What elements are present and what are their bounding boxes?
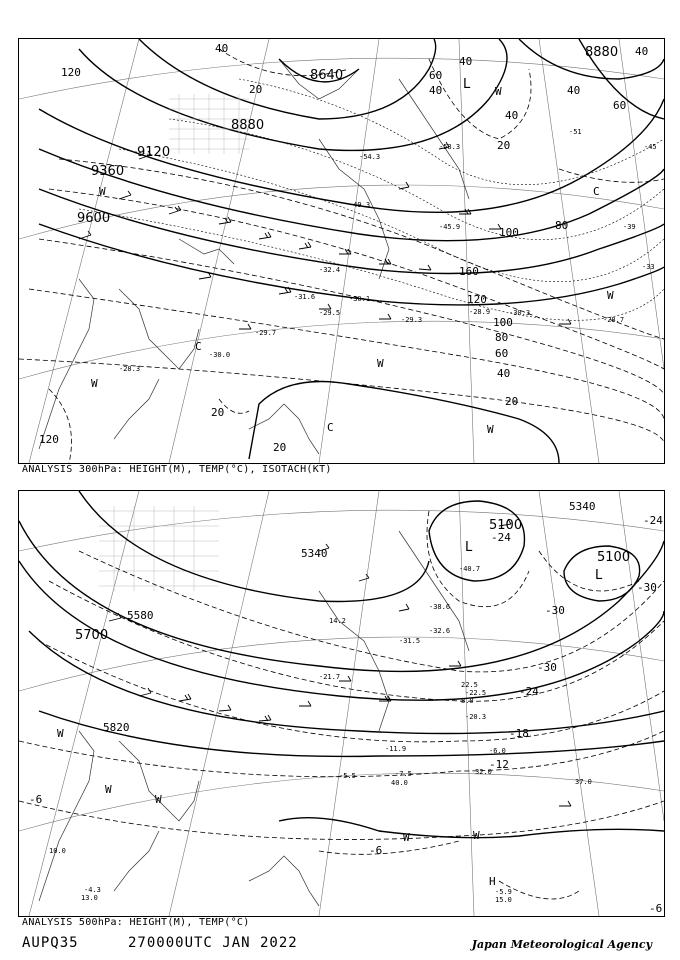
station-value: -20.3 xyxy=(465,713,487,721)
temp-label: -28.3 xyxy=(119,365,141,373)
station-value: -5.9 xyxy=(495,888,512,896)
temperature-labels xyxy=(119,128,657,373)
warm-marker: W xyxy=(487,423,494,436)
isotach-label: 100 xyxy=(499,226,519,239)
chart-code: AUPQ35 xyxy=(22,935,79,951)
isotach-lines xyxy=(19,49,664,463)
station-value: 10.0 xyxy=(49,847,66,855)
map-500hpa-svg xyxy=(19,491,664,916)
isotherm-label: -6 xyxy=(649,902,663,915)
isotherm-label: -6 xyxy=(29,793,43,806)
coastlines xyxy=(39,531,469,906)
height-label: 9120 xyxy=(137,145,171,160)
temp-label: -45.9 xyxy=(439,223,461,231)
isotach-label: 100 xyxy=(493,316,513,329)
isotach-label: 40 xyxy=(459,55,473,68)
height-label: 5100 xyxy=(597,550,631,565)
station-value: 37.0 xyxy=(575,778,592,786)
station-value: -38.6 xyxy=(429,603,451,611)
low-marker: L xyxy=(463,77,471,92)
caption-300hpa: ANALYSIS 300hPa: HEIGHT(M), TEMP(°C), ISOTACH(KT) xyxy=(22,464,332,475)
isotach-label: 20 xyxy=(211,406,225,419)
isotherm-label: -24 xyxy=(519,685,539,698)
low-marker: L xyxy=(465,540,473,555)
height-label: 5820 xyxy=(103,721,130,734)
isotherm-label: -18 xyxy=(509,727,529,740)
station-value: -4.3 xyxy=(84,886,101,894)
warm-marker: W xyxy=(495,85,502,98)
isotherm-labels xyxy=(29,514,663,915)
isotach-label: 20 xyxy=(505,395,519,408)
wind-barbs xyxy=(79,142,571,329)
temp-label: -58.3 xyxy=(439,143,461,151)
warm-marker: W xyxy=(607,289,614,302)
warm-marker: W xyxy=(377,357,384,370)
height-label: 9600 xyxy=(77,211,111,226)
temp-label: -30.3 xyxy=(509,309,531,317)
temp-label: -54.3 xyxy=(359,153,381,161)
cold-marker: C xyxy=(327,421,334,434)
hatch-area xyxy=(99,506,219,591)
isotach-label: 40 xyxy=(505,109,519,122)
warm-marker: W xyxy=(57,727,64,740)
isotach-label: 20 xyxy=(497,139,511,152)
cold-marker: C xyxy=(195,340,202,353)
isotach-label: 40 xyxy=(429,84,443,97)
height-label: 5340 xyxy=(301,547,328,560)
isotach-label: 40 xyxy=(497,367,511,380)
temp-label: -28.7 xyxy=(603,316,625,324)
valid-time: 270000UTC JAN 2022 xyxy=(128,935,298,951)
station-value: 40.0 xyxy=(391,779,408,787)
low-marker: L xyxy=(595,568,603,583)
temp-label: -33 xyxy=(642,263,655,271)
map-300hpa-svg xyxy=(19,39,664,463)
station-value: 22.5 xyxy=(461,681,478,689)
temp-label: -32.4 xyxy=(319,266,341,274)
height-contours xyxy=(39,39,664,463)
temp-label: -28.9 xyxy=(469,308,491,316)
isotherm-label: -30 xyxy=(637,581,657,594)
warm-marker: W xyxy=(99,185,106,198)
isotach-label: 40 xyxy=(635,45,649,58)
station-value: -6.0 xyxy=(489,747,506,755)
isotherm-label: -30 xyxy=(537,661,557,674)
station-value: 15.0 xyxy=(495,896,512,904)
height-contours xyxy=(19,491,664,838)
station-value: -7.5 xyxy=(395,770,412,778)
warm-marker: W xyxy=(403,831,410,844)
isotach-label: 120 xyxy=(467,293,487,306)
station-value: -32.6 xyxy=(429,627,451,635)
height-labels xyxy=(77,45,618,226)
isotherm-lines xyxy=(79,79,664,320)
height-label: 5700 xyxy=(75,628,109,643)
height-labels xyxy=(75,500,630,734)
temp-label: -49.3 xyxy=(349,201,371,209)
warm-marker: W xyxy=(105,783,112,796)
warm-marker: W xyxy=(155,793,162,806)
isotherm-lines xyxy=(19,511,664,899)
station-value: 14.2 xyxy=(329,617,346,625)
analysis-500hpa-map xyxy=(18,490,665,917)
isotach-label: 60 xyxy=(613,99,627,112)
temp-label: -30.0 xyxy=(209,351,231,359)
isotherm-label: -12 xyxy=(489,758,509,771)
isotach-label: 120 xyxy=(61,66,81,79)
cold-marker: C xyxy=(593,185,600,198)
temp-label: -51 xyxy=(569,128,582,136)
height-label: 8640 xyxy=(310,68,344,83)
graticule xyxy=(19,39,664,463)
height-label: 5340 xyxy=(569,500,596,513)
station-value: -21.7 xyxy=(319,673,341,681)
graticule xyxy=(19,491,664,916)
isotherm-label: -24 xyxy=(643,514,663,527)
pressure-markers xyxy=(91,77,614,436)
isotach-label: 120 xyxy=(39,433,59,446)
temp-label: -31.6 xyxy=(294,293,316,301)
analysis-300hpa-map xyxy=(18,38,665,464)
isotach-label: 60 xyxy=(495,347,509,360)
agency-name: Japan Meteorological Agency xyxy=(471,938,652,951)
temp-label: -29.5 xyxy=(319,309,341,317)
isotherm-label: -30 xyxy=(545,604,565,617)
isotach-label: 40 xyxy=(215,42,229,55)
height-label: 8880 xyxy=(231,118,265,133)
warm-marker: W xyxy=(473,829,480,842)
station-value: -31.5 xyxy=(399,637,421,645)
station-value: 13.0 xyxy=(81,894,98,902)
station-value: 8.0 xyxy=(461,697,474,705)
warm-marker: W xyxy=(91,377,98,390)
isotach-label: 20 xyxy=(249,83,263,96)
temp-label: -45 xyxy=(644,143,657,151)
station-value: 32.0 xyxy=(475,768,492,776)
isotherm-label: -6 xyxy=(369,844,383,857)
caption-500hpa: ANALYSIS 500hPa: HEIGHT(M), TEMP(°C) xyxy=(22,917,250,928)
height-label: 5580 xyxy=(127,609,154,622)
height-label: 8880 xyxy=(585,45,619,60)
isotach-labels xyxy=(39,42,648,454)
station-value: -11.9 xyxy=(385,745,407,753)
isotach-label: 160 xyxy=(459,265,479,278)
high-marker: H xyxy=(489,875,496,888)
station-value: -5.5 xyxy=(339,772,356,780)
temp-label: -29.3 xyxy=(401,316,423,324)
temp-label: -39 xyxy=(623,223,636,231)
station-value: -22.5 xyxy=(465,689,487,697)
isotach-label: 80 xyxy=(495,331,509,344)
temp-label: -30.1 xyxy=(349,295,371,303)
isotach-label: 40 xyxy=(567,84,581,97)
temp-label: -29.7 xyxy=(255,329,277,337)
isotach-label: 20 xyxy=(273,441,287,454)
isotherm-label: -24 xyxy=(491,531,511,544)
isotach-label: 80 xyxy=(555,219,569,232)
height-label: 5100 xyxy=(489,518,523,533)
isotach-label: 60 xyxy=(429,69,443,82)
height-label: 9360 xyxy=(91,164,125,179)
station-value: -40.7 xyxy=(459,565,481,573)
